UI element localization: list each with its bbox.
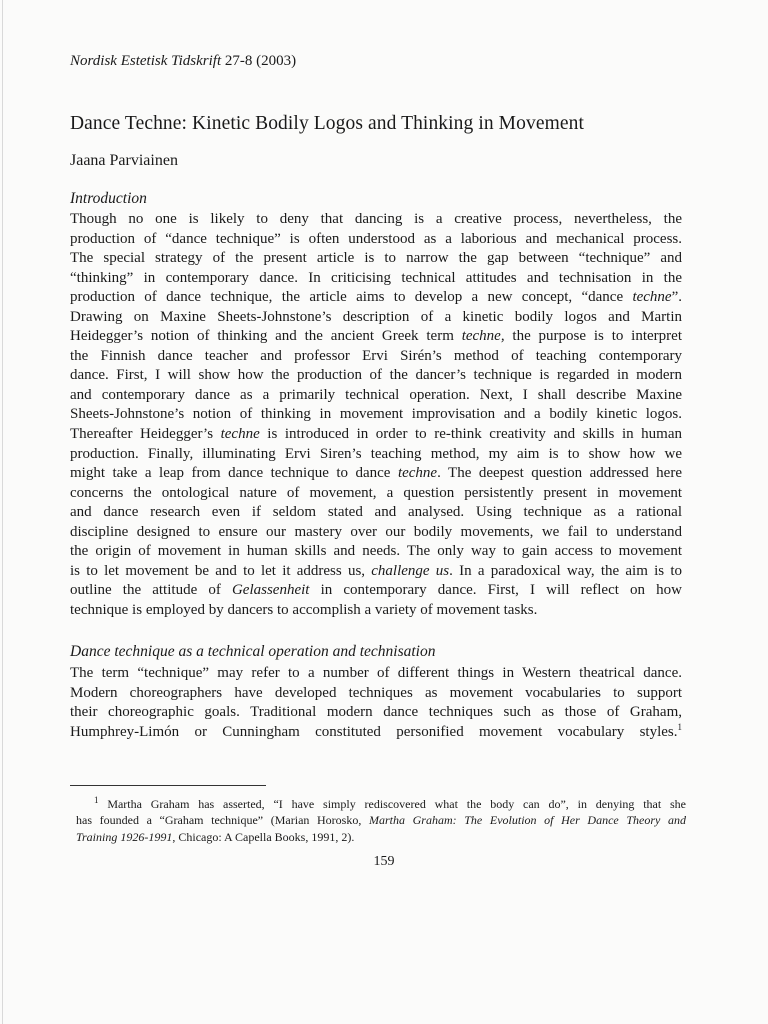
footnote-number: 1 [94,795,99,805]
text-line: is to let movement be and to let it address us, challenge us. In a paradoxical way, the aim is to [70,562,682,579]
footnote [76,796,686,845]
footnote-separator [70,785,266,786]
text-line: discipline designed to ensure our mastery over our bodily movements, we fail to understand [70,523,682,540]
text-line: and contemporary dance as a primarily technical operation. Next, I shall describe Maxine [70,386,682,403]
footnote-line: Training 1926-1991, Chicago: A Capella Books, 1991, 2). [76,829,355,844]
introduction-paragraph [70,210,682,620]
text-line: Thereafter Heidegger’s techne is introduced in order to re-think creativity and skills in human [70,426,682,443]
text-line: concerns the ontological nature of movement, a question persistently present in movement [70,484,682,501]
text-line: technique is employed by dancers to accomplish a variety of movement tasks. [70,601,538,618]
text-line: might take a leap from dance technique to dance techne. The deepest question addressed here [70,465,682,482]
section-heading-technique: Dance technique as a technical operation and technisation [70,643,436,660]
technique-paragraph [70,664,682,742]
text-line-with-footnote [70,723,682,743]
text-line: the Finnish dance teacher and professor Ervi Sirén’s method of teaching contemporary [70,347,682,364]
text-line: production of “dance technique” is often understood as a laborious and mechanical process. [70,230,682,247]
article-author: Jaana Parviainen [70,152,178,169]
text-line: production of dance technique, the article aims to develop a new concept, “dance techne”. [70,289,682,306]
text-line: Drawing on Maxine Sheets-Johnstone’s description of a kinetic bodily logos and Martin [70,308,682,325]
journal-issue: 27-8 (2003) [224,53,297,69]
text-line: dance. First, I will show how the production of the dancer’s technique is regarded in modern [70,367,682,384]
article-title: Dance Techne: Kinetic Bodily Logos and Thinking in Movement [70,113,584,134]
text-line: Though no one is likely to deny that dancing is a creative process, nevertheless, the [70,211,682,227]
page-edge-line [2,0,3,1024]
footnote-line: has founded a “Graham technique” (Marian Horosko, Martha Graham: The Evolution of Her Dance Theory and [76,813,686,828]
journal-header [70,53,296,70]
text-line: outline the attitude of Gelassenheit in contemporary dance. First, I will reflect on how [70,582,682,599]
section-heading-introduction: Introduction [70,190,147,207]
text-line: Modern choreographers have developed techniques as movement vocabularies to support [70,684,682,701]
text-line: the origin of movement in human skills and needs. The only way to gain access to movement [70,543,682,560]
footnote-reference[interactable]: 1 [677,721,682,732]
text-line: The special strategy of the present article is to narrow the gap between “technique” and [70,250,682,267]
text-line: Heidegger’s notion of thinking and the ancient Greek term techne, the purpose is to interpret [70,328,682,345]
text-line: “thinking” in contemporary dance. In criticising technical attitudes and technisation in the [70,269,682,286]
text-line-content: Humphrey-Limón or Cunningham constituted personified movement vocabulary styles. [70,723,678,740]
footnote-line [76,796,686,812]
text-line: their choreographic goals. Traditional modern dance techniques such as those of Graham, [70,704,682,721]
text-line: production. Finally, illuminating Ervi Siren’s teaching method, my aim is to show how we [70,445,682,462]
text-line: and dance research even if seldom stated and analysed. Using technique as a rational [70,504,682,521]
text-line: The term “technique” may refer to a number of different things in Western theatrical dance. [70,665,682,681]
page-number: 159 [373,854,395,869]
journal-name: Nordisk Estetisk Tidskrift [70,53,222,69]
footnote-text: Martha Graham has asserted, “I have simply rediscovered what the body can do”, in denying that she [107,797,687,811]
text-line: Sheets-Johnstone’s notion of thinking in movement improvisation and a bodily kinetic logos. [70,406,682,423]
